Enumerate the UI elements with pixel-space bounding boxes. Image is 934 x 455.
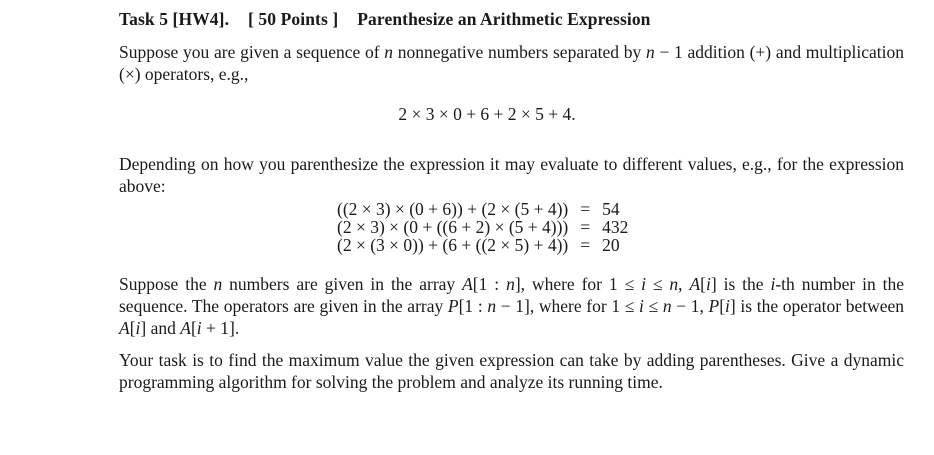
p3-text: ≤	[643, 296, 663, 316]
p3-text: [	[700, 274, 706, 294]
p3-var: n	[662, 296, 672, 316]
p3-text: ≤	[645, 274, 670, 294]
p3-text: − 1,	[671, 296, 709, 316]
task-instruction-paragraph: Your task is to find the maximum value the given expression can take by adding parentheses. Give a dynamic programming algorithm for solving the problem and analyze its running time.	[119, 350, 904, 392]
equals-sign: =	[580, 235, 591, 255]
p3-text: ] is the operator between	[729, 296, 905, 316]
equation-row	[337, 200, 628, 218]
p3-var: i	[641, 274, 646, 294]
p3-var: P	[447, 296, 459, 316]
p1-var-n: n	[384, 42, 394, 62]
p3-var: n	[669, 274, 679, 294]
equation-value: 54	[602, 199, 620, 219]
p3-text: [	[129, 318, 136, 338]
p3-var: A	[180, 318, 191, 338]
p3-var: n	[213, 274, 223, 294]
p3-var: i	[135, 318, 141, 338]
p1-text-b: nonnegative numbers separated by	[393, 42, 646, 62]
p3-text: Suppose the	[119, 274, 214, 294]
equation-value: 20	[602, 235, 620, 255]
equation-row	[337, 236, 628, 254]
p3-text: ,	[678, 274, 690, 294]
p3-var: P	[708, 296, 720, 316]
p3-var: n	[506, 274, 515, 294]
p3-var: A	[462, 274, 473, 294]
equation-expression: (2 × (3 × 0)) + (6 + ((2 × 5) + 4))	[337, 235, 569, 255]
array-definition-paragraph	[119, 273, 904, 339]
task-points: [ 50 Points ]	[248, 9, 339, 29]
p3-var: A	[119, 318, 130, 338]
p3-text: [1 :	[472, 274, 507, 294]
p3-text: [	[719, 296, 726, 316]
p3-text: ] and	[140, 318, 181, 338]
equation-row	[337, 218, 628, 236]
p3-text: -th number in the sequence. The operators are given in the array	[119, 274, 904, 316]
p3-text: numbers are given in the array	[222, 274, 463, 294]
p1-text-c: − 1 addition (+) and multiplication (×) operators, e.g.,	[119, 42, 904, 84]
p3-text: + 1].	[201, 318, 240, 338]
p1-var-n2: n	[646, 42, 655, 62]
p3-var: n	[487, 296, 497, 316]
intro-paragraph	[119, 41, 904, 85]
p3-var: i	[770, 274, 776, 294]
task-heading: Task 5 [HW4].	[119, 9, 230, 29]
p1-text-a: Suppose you are given a sequence of	[119, 42, 385, 62]
equals-sign: =	[580, 217, 591, 237]
p3-var: A	[689, 274, 701, 294]
equals-sign: =	[580, 199, 591, 219]
task-title	[119, 9, 651, 30]
parenthesize-paragraph: Depending on how you parenthesize the expression it may evaluate to different values, e.g., for the expression above:	[119, 154, 904, 196]
p3-text: ], where for 1 ≤	[514, 274, 642, 294]
p3-var: i	[196, 318, 202, 338]
p3-var: i	[705, 274, 711, 294]
p3-var: i	[639, 296, 644, 316]
equation-expression: (2 × 3) × (0 + ((6 + 2) × (5 + 4)))	[337, 217, 569, 237]
example-expression: 2 × 3 × 0 + 6 + 2 × 5 + 4.	[398, 104, 576, 124]
equation-value: 432	[602, 217, 629, 237]
task-name: Parenthesize an Arithmetic Expression	[357, 9, 651, 29]
equation-expression: ((2 × 3) × (0 + 6)) + (2 × (5 + 4))	[337, 199, 569, 219]
equation-array	[337, 200, 628, 254]
p3-var: i	[725, 296, 730, 316]
p3-text: ] is the	[710, 274, 771, 294]
p3-text: − 1], where for 1 ≤	[496, 296, 640, 316]
p3-text: [1 :	[458, 296, 488, 316]
p3-text: [	[190, 318, 197, 338]
